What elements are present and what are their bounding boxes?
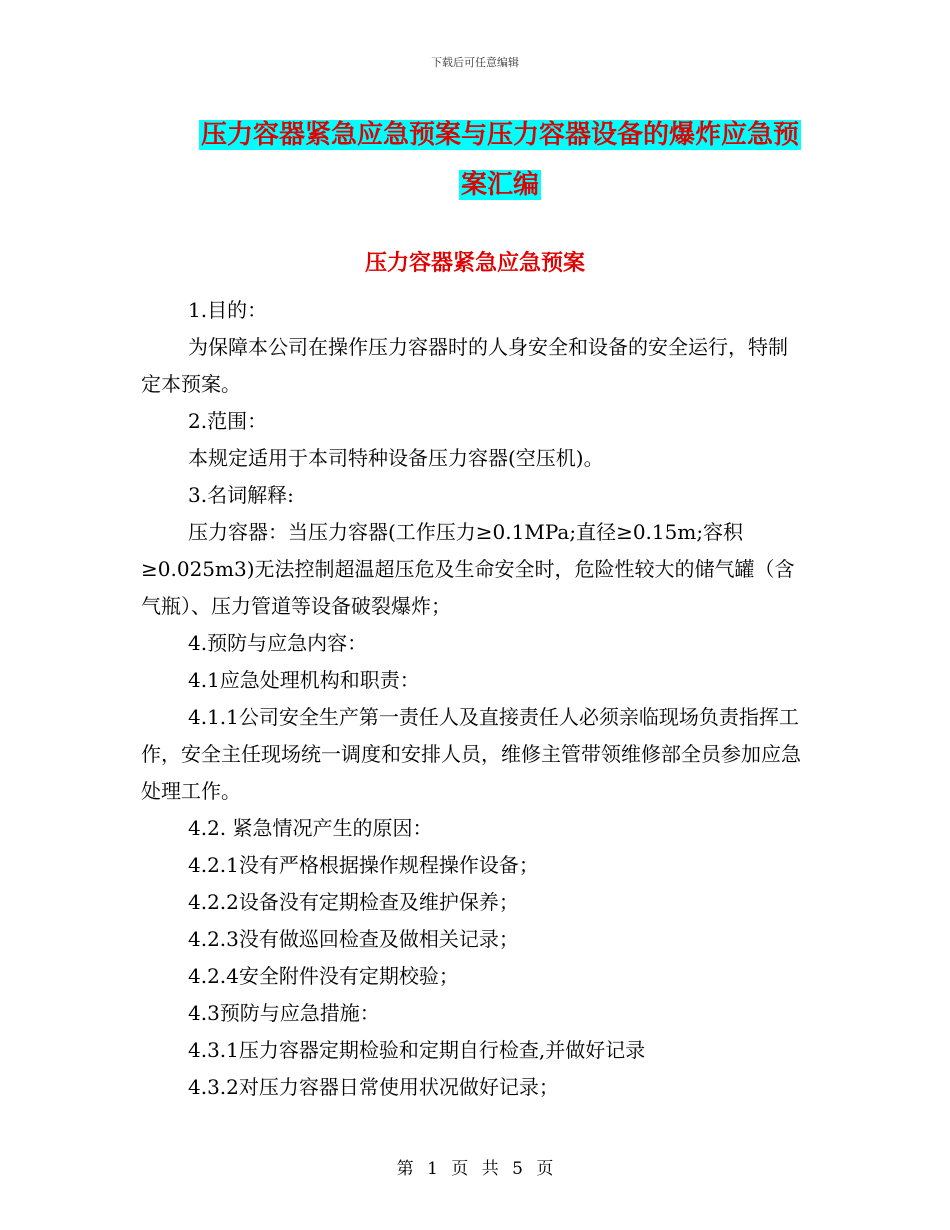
paragraph: 1.目的：	[188, 298, 268, 322]
paragraph: 4.2.2设备没有定期检查及维护保养；	[188, 890, 519, 914]
paragraph: 3.名词解释:	[188, 483, 294, 507]
paragraph: 为保障本公司在操作压力容器时的人身安全和设备的安全运行，特制定本预案。	[141, 335, 788, 396]
title-line-2: 案汇编	[460, 170, 539, 200]
document-body	[141, 292, 801, 1106]
section-title: 压力容器紧急应急预案	[364, 251, 585, 276]
paragraph: 4.2.4安全附件没有定期校验；	[188, 964, 459, 988]
paragraph: 4.1应急处理机构和职责：	[188, 668, 420, 692]
paragraph: 4.2. 紧急情况产生的原因：	[188, 816, 433, 840]
paragraph: 4.预防与应急内容：	[188, 631, 368, 655]
paragraph: 4.2.3没有做巡回检查及做相关记录；	[188, 927, 519, 951]
paragraph: 4.1.1公司安全生产第一责任人及直接责任人必须亲临现场负责指挥工作，安全主任现场统一调度和安排人员，维修主管带领维修部全员参加应急处理工作。	[141, 705, 801, 803]
paragraph: 4.3.2对压力容器日常使用状况做好记录；	[188, 1075, 559, 1099]
page-footer: 第 1 页 共 5 页	[396, 1159, 554, 1179]
paragraph: 2.范围：	[188, 409, 268, 433]
header-note: 下载后可任意编辑	[431, 56, 519, 69]
paragraph: 4.2.1没有严格根据操作规程操作设备；	[188, 853, 539, 877]
document-title	[120, 110, 880, 210]
paragraph: 本规定适用于本司特种设备压力容器(空压机)。	[188, 446, 604, 470]
paragraph: 压力容器：当压力容器(工作压力≥0.1MPa;直径≥0.15m;容积≥0.025m3)无法控制超温超压危及生命安全时，危险性较大的储气罐（含气瓶）、压力管道等设备破裂爆炸；	[141, 520, 795, 618]
title-line-1: 压力容器紧急应急预案与压力容器设备的爆炸应急预	[200, 120, 799, 150]
paragraph: 4.3预防与应急措施：	[188, 1001, 380, 1025]
paragraph: 4.3.1压力容器定期检验和定期自行检查,并做好记录	[188, 1038, 646, 1062]
